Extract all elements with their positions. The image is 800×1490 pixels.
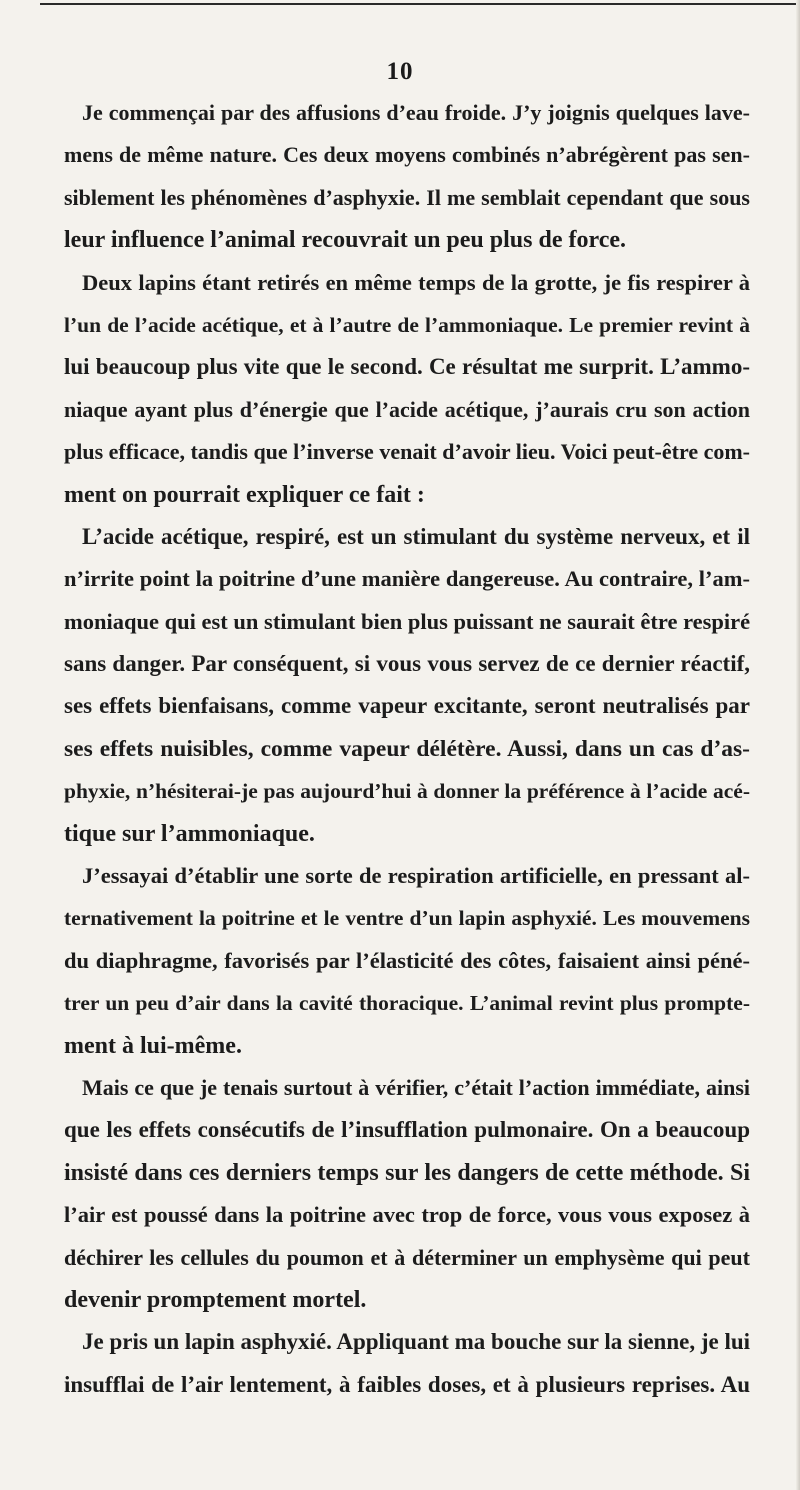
text-line: ment on pourrait expliquer ce fait : [64, 481, 425, 508]
page-edge-shadow [796, 0, 800, 1490]
text-line: trer un peu d’air dans la cavité thoracique. L’animal revint plus prompte- [64, 991, 750, 1016]
text-line: l’un de l’acide acétique, et à l’autre de l’ammoniaque. Le premier revint à [64, 312, 750, 337]
text-line: l’air est poussé dans la poitrine avec trop de force, vous vous exposez à [64, 1202, 750, 1228]
text-line: Je commençai par des affusions d’eau froide. J’y joignis quelques lave- [82, 100, 750, 125]
text-line: ses effets bienfaisans, comme vapeur excitante, seront neutralisés par [64, 693, 750, 719]
text-line: insisté dans ces derniers temps sur les dangers de cette méthode. Si [64, 1159, 750, 1186]
text-line: tique sur l’ammoniaque. [64, 820, 315, 847]
text-line: L’acide acétique, respiré, est un stimulant du système nerveux, et il [82, 523, 750, 549]
text-line: leur influence l’animal recouvrait un peu plus de force. [64, 227, 626, 254]
text-line: Mais ce que je tenais surtout à vérifier, c’était l’action immédiate, ainsi [82, 1074, 750, 1100]
text-line: ses effets nuisibles, comme vapeur délétère. Aussi, dans un cas d’as- [64, 735, 750, 762]
text-line: insufflai de l’air lentement, à faibles doses, et à plusieurs reprises. Au [64, 1371, 750, 1397]
page-number: 10 [386, 58, 414, 85]
text-line: Deux lapins étant retirés en même temps de la grotte, je fis respirer à [82, 269, 750, 295]
text-line: plus efficace, tandis que l’inverse venait d’avoir lieu. Voici peut-être com- [64, 439, 750, 465]
text-line: que les effets consécutifs de l’insufflation pulmonaire. On a beaucoup [64, 1117, 750, 1143]
text-line: n’irrite point la poitrine d’une manière dangereuse. Au contraire, l’am- [64, 566, 750, 592]
text-line: ment à lui-même. [64, 1032, 242, 1059]
text-line: J’essayai d’établir une sorte de respiration artificielle, en pressant al- [82, 863, 750, 889]
text-line: sans danger. Par conséquent, si vous vous servez de ce dernier réactif, [64, 651, 750, 677]
text-line: déchirer les cellules du poumon et à déterminer un emphysème qui peut [64, 1244, 750, 1270]
body-text [64, 92, 750, 1406]
text-line: lui beaucoup plus vite que le second. Ce résultat me surprit. L’ammo- [64, 354, 750, 380]
text-line: mens de même nature. Ces deux moyens combinés n’abrégèrent pas sen- [64, 142, 750, 168]
top-rule [40, 3, 800, 5]
text-line: devenir promptement mortel. [64, 1286, 367, 1313]
text-line: niaque ayant plus d’énergie que l’acide acétique, j’aurais cru son action [64, 396, 750, 422]
text-line: siblement les phénomènes d’asphyxie. Il me semblait cependant que sous [64, 184, 750, 210]
text-line: du diaphragme, favorisés par l’élasticité des côtes, faisaient ainsi péné- [64, 947, 750, 973]
text-line: phyxie, n’hésiterai-je pas aujourd’hui à donner la préférence à l’acide acé- [64, 779, 750, 804]
text-line: ternativement la poitrine et le ventre d’un lapin asphyxié. Les mouvemens [64, 906, 750, 931]
text-line: Je pris un lapin asphyxié. Appliquant ma bouche sur la sienne, je lui [82, 1329, 750, 1355]
text-line: moniaque qui est un stimulant bien plus puissant ne saurait être respiré [64, 608, 750, 634]
